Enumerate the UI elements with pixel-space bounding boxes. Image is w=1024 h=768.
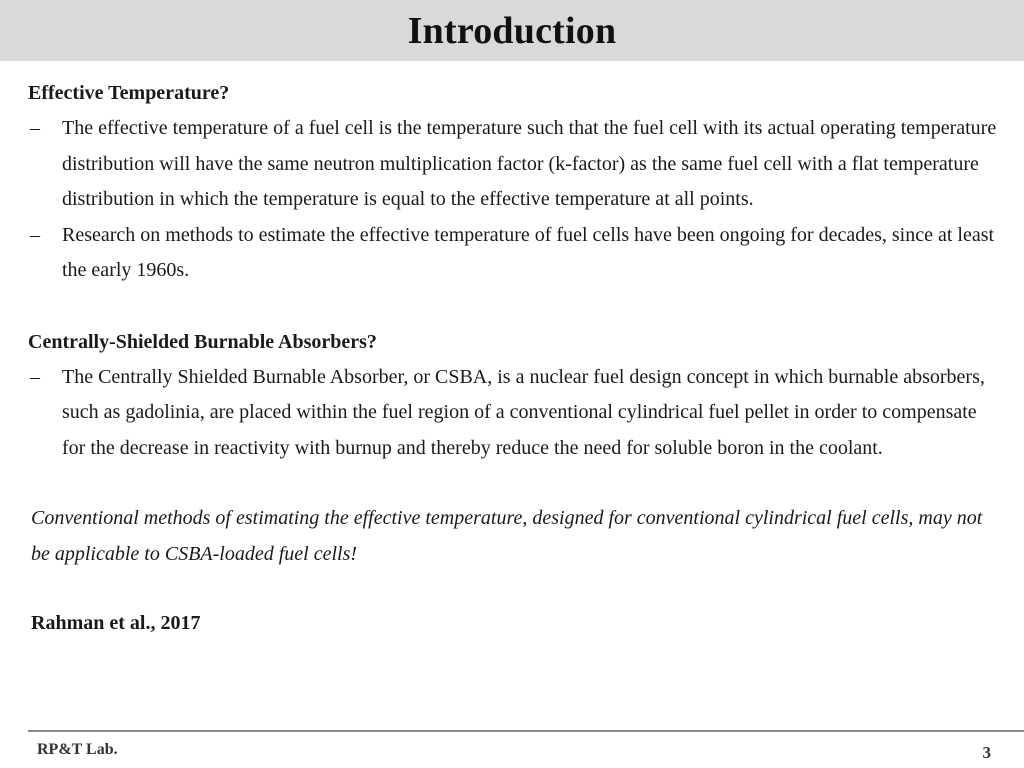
title-bar (0, 0, 1024, 61)
footer-divider (28, 730, 1024, 732)
section-heading-csba: Centrally-Shielded Burnable Absorbers? (28, 330, 377, 353)
slide-content (28, 75, 998, 641)
bullet-text: The effective temperature of a fuel cell is the temperature such that the fuel cell with its actual operating temperature distribution will have the same neutron multiplication factor (k-factor) as the same fuel cell with a flat temperature distribution in which the temperature is equal to the effective temperature at all points. (62, 117, 997, 210)
bullet-text: Research on methods to estimate the effective temperature of fuel cells have been ongoing for decades, since at least the early 1960s. (62, 223, 995, 281)
bullet-item (28, 111, 998, 218)
italic-note: Conventional methods of estimating the effective temperature, designed for conventional cylindrical fuel cells, may not be applicable to CSBA-loaded fuel cells! (31, 507, 983, 565)
bullet-item (28, 218, 998, 289)
section-heading-effective-temperature: Effective Temperature? (28, 82, 230, 104)
bullet-dash: – (30, 223, 40, 246)
bullet-dash: – (30, 365, 40, 388)
citation: Rahman et al., 2017 (31, 612, 201, 634)
footer-lab-label: RP&T Lab. (37, 741, 118, 758)
bullet-text: The Centrally Shielded Burnable Absorber, or CSBA, is a nuclear fuel design concept in which burnable absorbers, such as gadolinia, are placed within the fuel region of a conventional cylindrical fuel pellet in order to compensate for the decrease in reactivity with burnup and thereby reduce the need for soluble boron in the coolant. (62, 365, 985, 459)
bullet-item (28, 360, 998, 467)
slide-title: Introduction (407, 9, 617, 52)
page-number: 3 (982, 743, 991, 762)
bullet-dash: – (30, 117, 40, 139)
